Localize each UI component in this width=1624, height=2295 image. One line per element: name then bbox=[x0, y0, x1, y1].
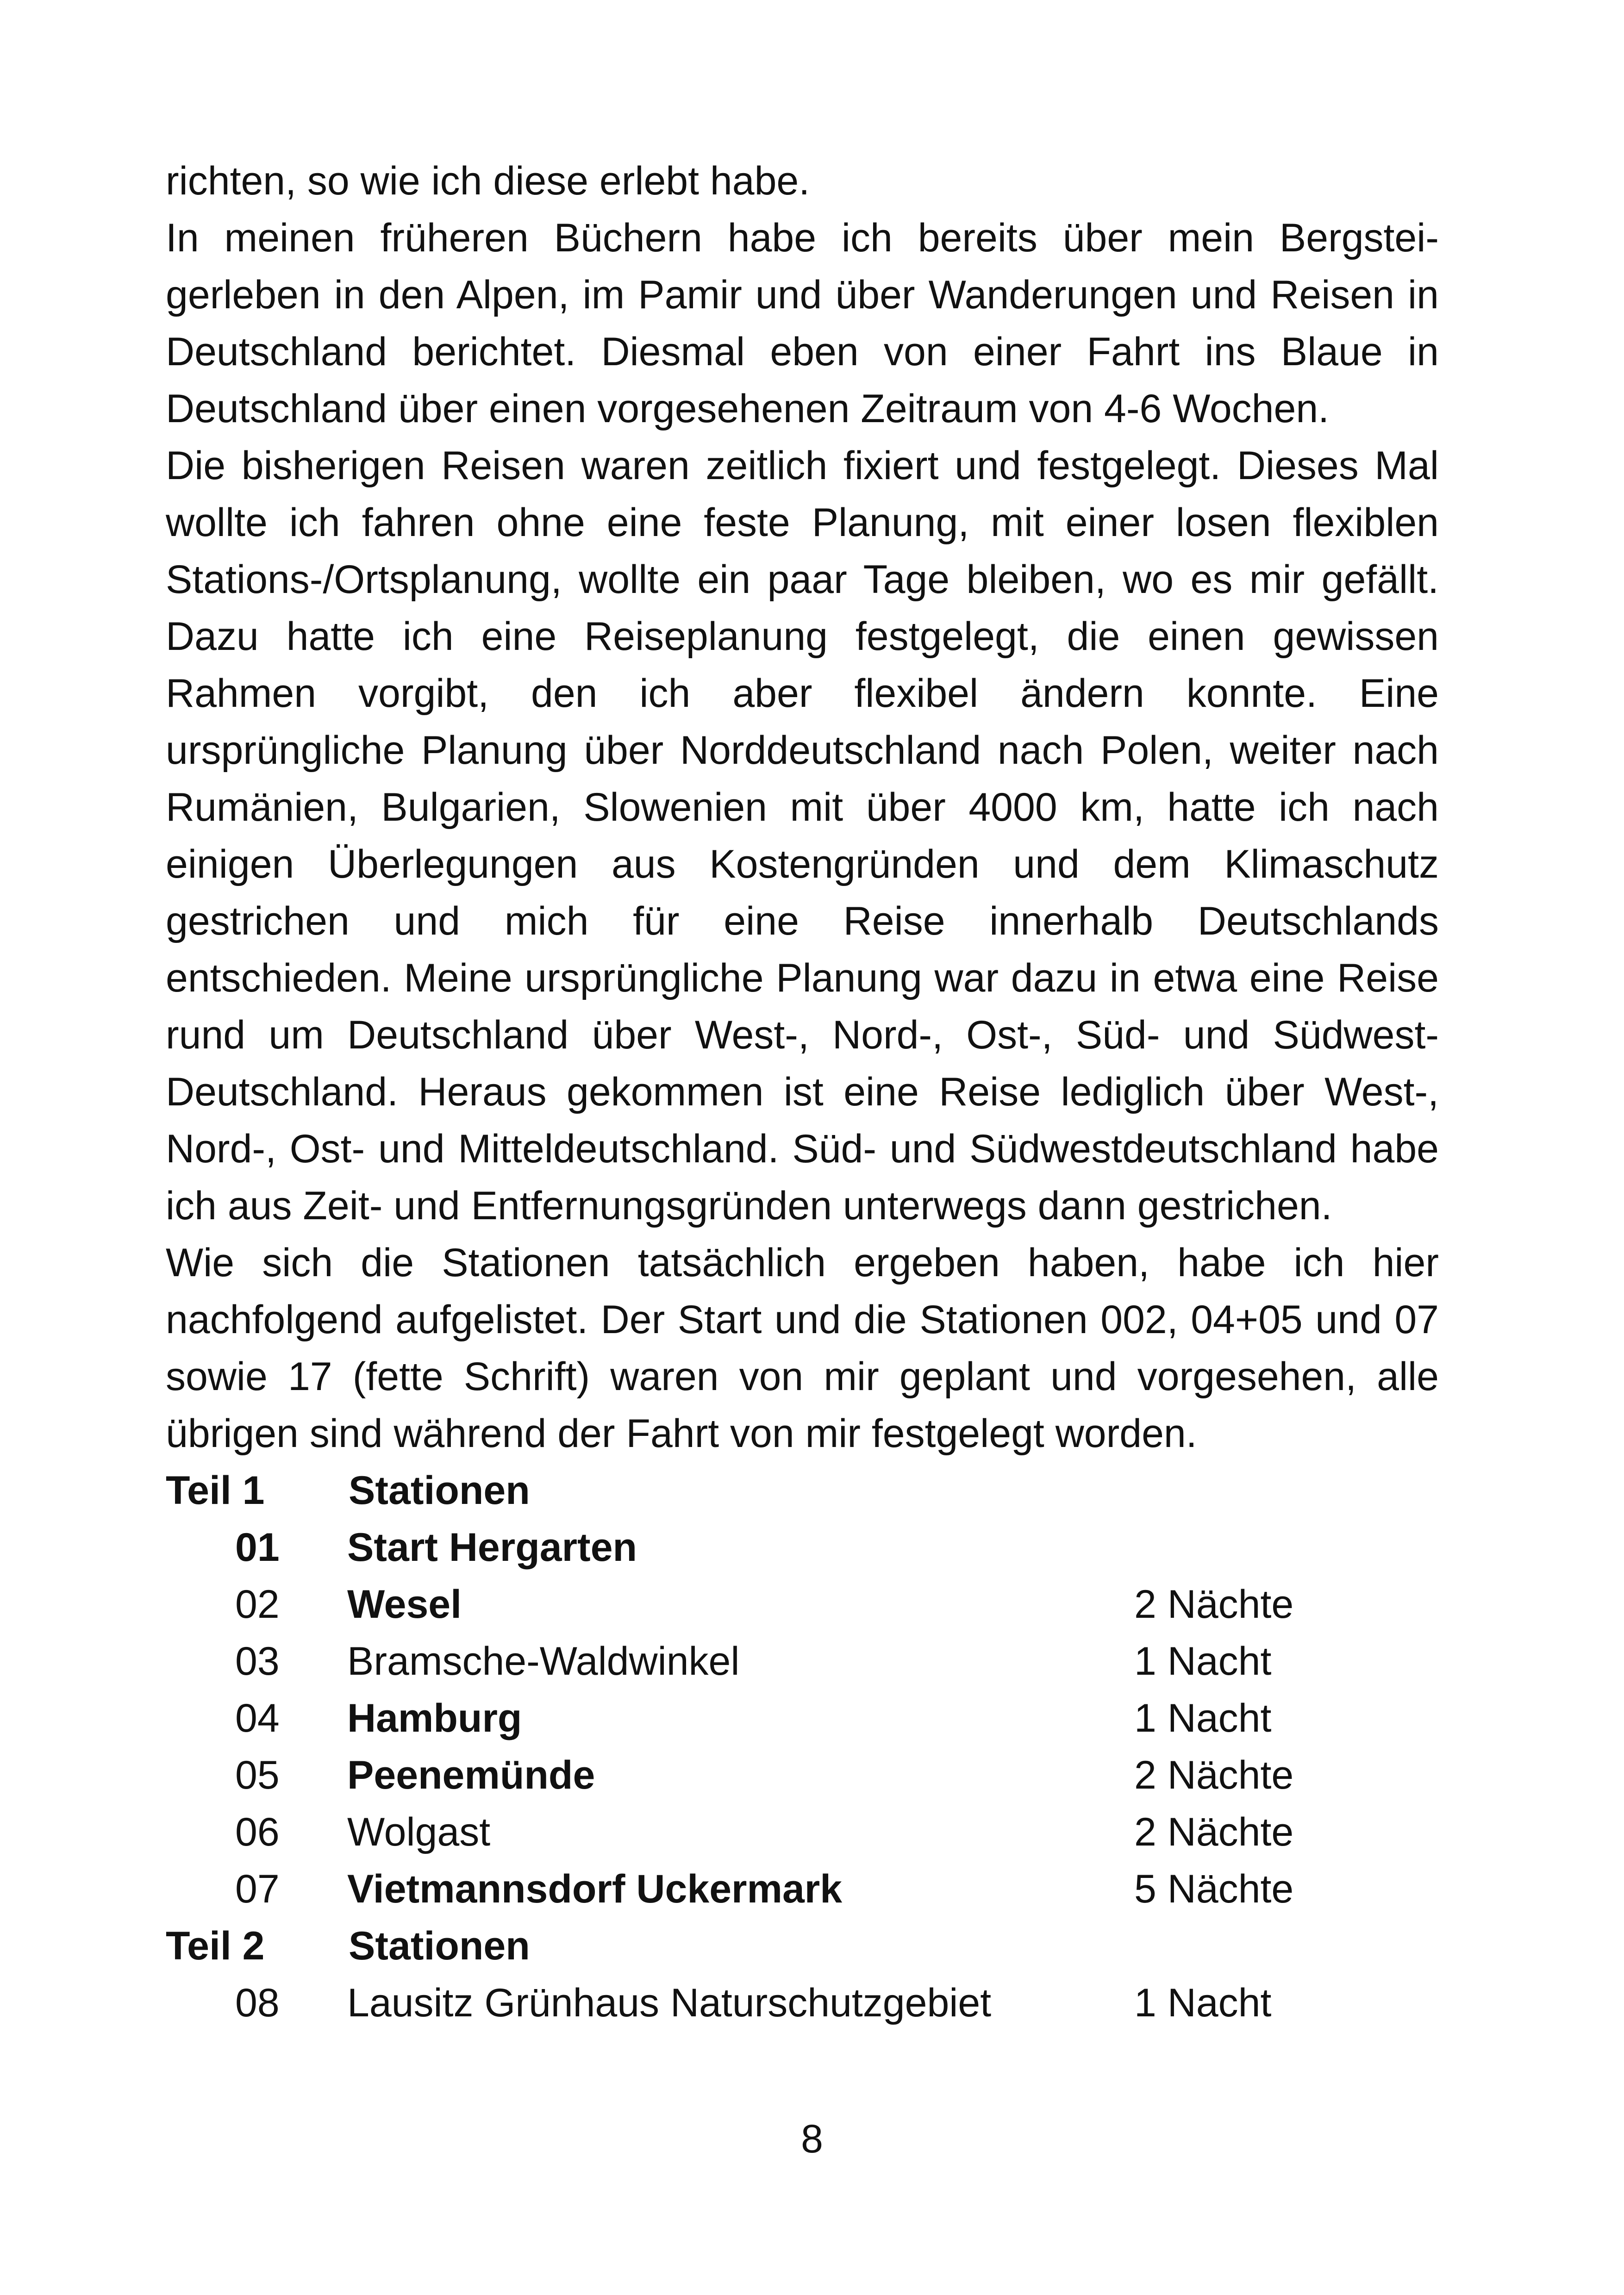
station-name: Hamburg bbox=[347, 1696, 522, 1740]
station-nights: 2 Nächte bbox=[1134, 1753, 1294, 1797]
station-number: 02 bbox=[235, 1582, 280, 1627]
station-nights: 5 Nächte bbox=[1134, 1867, 1294, 1911]
station-name: Vietmannsdorf Uckermark bbox=[347, 1867, 843, 1911]
station-name: Wesel bbox=[347, 1582, 462, 1627]
part2-label: Stationen bbox=[349, 1924, 530, 1968]
station-row bbox=[166, 1690, 1439, 1747]
station-row bbox=[166, 1747, 1439, 1804]
station-row bbox=[166, 1861, 1439, 1918]
station-row bbox=[166, 1804, 1439, 1861]
station-number: 01 bbox=[235, 1525, 280, 1570]
station-nights: 2 Nächte bbox=[1134, 1582, 1294, 1627]
station-number: 08 bbox=[235, 1981, 280, 2025]
station-nights: 1 Nacht bbox=[1134, 1696, 1272, 1740]
part1-title: Teil 1 bbox=[166, 1468, 265, 1513]
station-row bbox=[166, 1633, 1439, 1690]
part2-title: Teil 2 bbox=[166, 1924, 265, 1968]
paragraph-1: richten, so wie ich diese erlebt habe. bbox=[166, 159, 810, 203]
station-row bbox=[166, 1975, 1439, 2032]
station-name: Lausitz Grünhaus Naturschutzgebiet bbox=[347, 1981, 992, 2025]
station-number: 04 bbox=[235, 1696, 280, 1740]
station-number: 03 bbox=[235, 1639, 280, 1684]
station-number: 05 bbox=[235, 1753, 280, 1797]
page-content bbox=[166, 153, 1439, 2032]
station-name: Peenemünde bbox=[347, 1753, 595, 1797]
station-nights: 1 Nacht bbox=[1134, 1639, 1272, 1684]
station-number: 07 bbox=[235, 1867, 280, 1911]
part2-heading bbox=[166, 1918, 1439, 1975]
part1-heading bbox=[166, 1462, 1439, 1519]
station-row bbox=[166, 1519, 1439, 1576]
station-number: 06 bbox=[235, 1810, 280, 1854]
paragraph-3: Die bisherigen Reisen waren zeitlich fixiert und festgelegt. Dieses Mal wollte ich fahren ohne eine feste Planung, mit einer losen flexiblen Stations-/Ortsplanung, wollte ein paar Tage bleiben, wo es mir gefällt. Dazu hatte ich eine Reiseplanung festgelegt, die einen gewissen Rahmen vorgibt, den ich aber flexibel ändern konnte. Eine ursprüngliche Planung über Norddeutschland nach Polen, weiter nach Rumänien, Bulgarien, Slowenien mit über 4000 km, hatte ich nach einigen Überlegungen aus Kostengründen und dem Klimaschutz gestrichen und mich für eine Reise innerhalb Deutschlands entschieden. Meine ursprüngliche Planung war dazu in etwa eine Reise rund um Deutschland über West-, Nord-, Ost-, Süd- und Südwest-Deutschland. Heraus gekommen ist eine Reise lediglich über West-, Nord-, Ost- und Mitteldeutschland. Süd- und Südwestdeutschland habe ich aus Zeit- und Entfernungsgründen unterwegs dann gestrichen. bbox=[166, 443, 1439, 1228]
station-name: Bramsche-Waldwinkel bbox=[347, 1639, 740, 1684]
station-name: Wolgast bbox=[347, 1810, 491, 1854]
part1-label: Stationen bbox=[349, 1468, 530, 1513]
station-name: Start Hergarten bbox=[347, 1525, 637, 1570]
paragraph-4: Wie sich die Stationen tatsächlich ergeben haben, habe ich hier nachfolgend aufgelistet. Der Start und die Stationen 002, 04+05 und 07 sowie 17 (fette Schrift) waren von mir geplant und vorgesehen, alle übrigen sind während der Fahrt von mir festgelegt worden. bbox=[166, 1241, 1439, 1456]
paragraph-2: In meinen früheren Büchern habe ich bereits über mein Bergsteigerleben in den Alpen, im Pamir und über Wanderungen und Reisen in Deutschland berichtet. Diesmal eben von einer Fahrt ins Blaue in Deutschland über einen vorgesehenen Zeitraum von 4-6 Wochen. bbox=[166, 216, 1439, 431]
station-nights: 2 Nächte bbox=[1134, 1810, 1294, 1854]
station-row bbox=[166, 1576, 1439, 1633]
page-number: 8 bbox=[801, 2117, 823, 2161]
station-nights: 1 Nacht bbox=[1134, 1981, 1272, 2025]
